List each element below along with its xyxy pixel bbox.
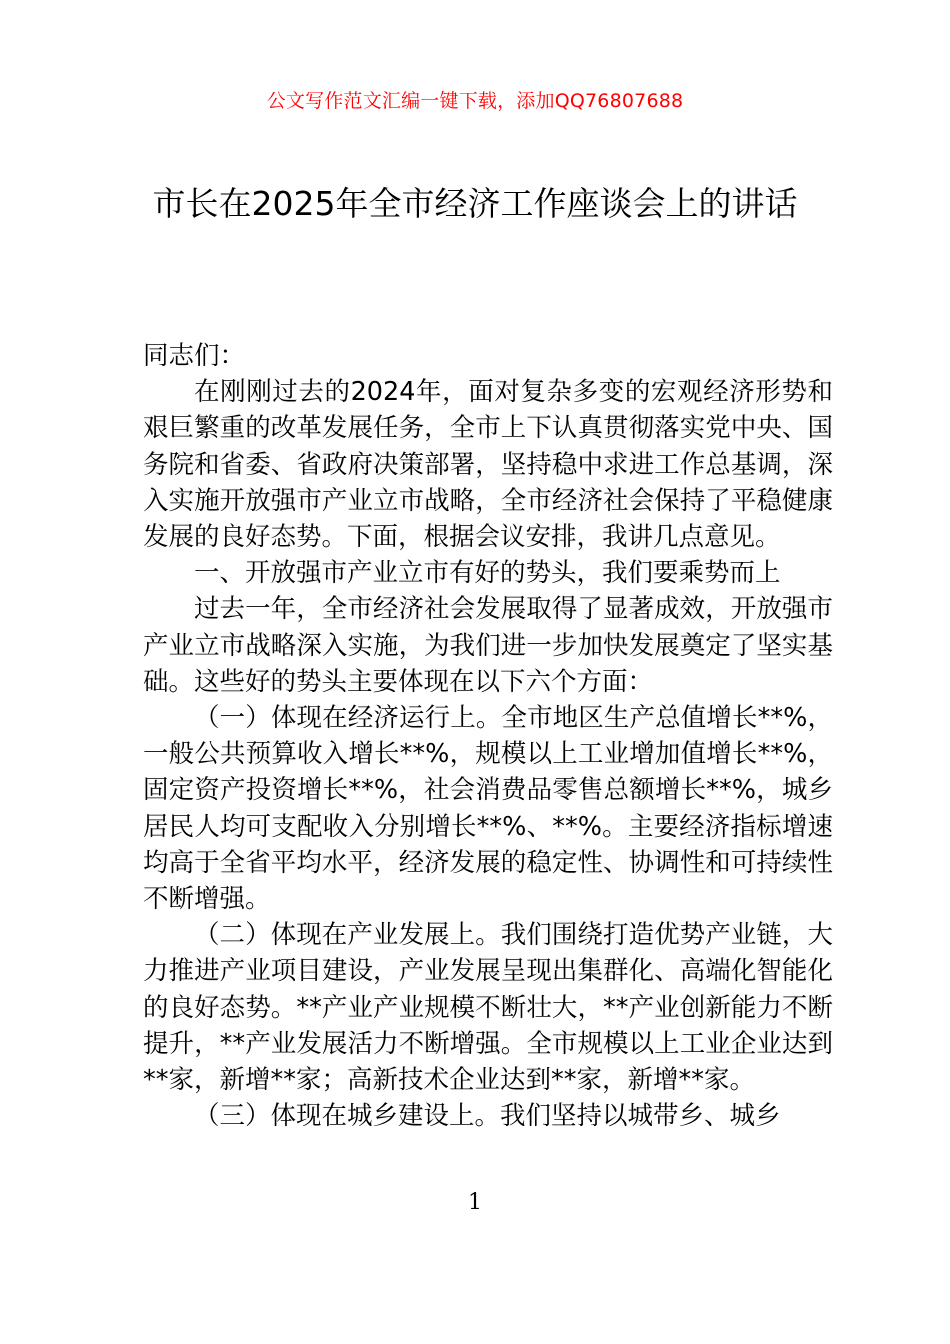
greeting: 同志们：: [143, 341, 246, 371]
paragraph-urban-rural: （三）体现在城乡建设上。我们坚持以城带乡、城乡: [194, 1101, 781, 1132]
promo-banner: 公文写作范文汇编一键下载，添加QQ76807688: [266, 90, 684, 112]
section-heading-1: 一、开放强市产业立市有好的势头，我们要乘势而上: [194, 558, 781, 589]
paragraph-economy: （一）体现在经济运行上。全市地区生产总值增长**%，一般公共预算收入增长**%，规模以上工业增加值增长**%，固定资产投资增长**%，社会消费品零售总额增长**%，城乡居民人均可支配收入分别增长**%、**%。主要经济指标增速均高于全省平均水平，经济发展的稳定性、协调性和可持续性不断增强。: [143, 703, 833, 915]
paragraph-intro: 在刚刚过去的2024年，面对复杂多变的宏观经济形势和艰巨繁重的改革发展任务，全市上下认真贯彻落实党中央、国务院和省委、省政府决策部署，坚持稳中求进工作总基调，深入实施开放强市产业立市战略，全市经济社会保持了平稳健康发展的良好态势。下面，根据会议安排，我讲几点意见。: [143, 377, 833, 553]
paragraph-industry: （二）体现在产业发展上。我们围绕打造优势产业链，大力推进产业项目建设，产业发展呈现出集群化、高端化智能化的良好态势。**产业产业规模不断壮大，**产业创新能力不断提升，**产业发展活力不断增强。全市规模以上工业企业达到**家，新增**家；高新技术企业达到**家，新增**家。: [143, 920, 833, 1096]
document-title: 市长在2025年全市经济工作座谈会上的讲话: [152, 184, 798, 223]
document-body: [143, 338, 833, 1134]
page-number: 1: [468, 1190, 482, 1215]
paragraph-overview: 过去一年，全市经济社会发展取得了显著成效，开放强市产业立市战略深入实施，为我们进一步加快发展奠定了坚实基础。这些好的势头主要体现在以下六个方面：: [143, 594, 833, 697]
